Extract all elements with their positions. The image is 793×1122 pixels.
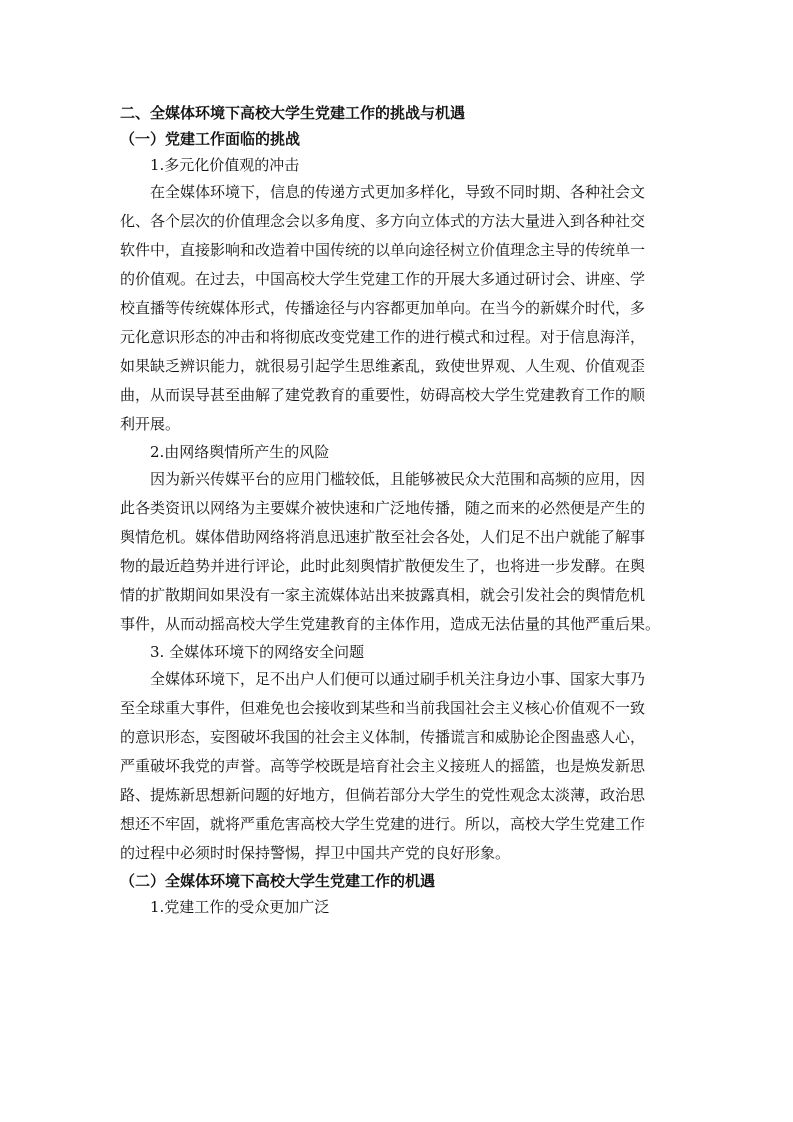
section-heading: 二、全媒体环境下高校大学生党建工作的挑战与机遇 — [120, 104, 466, 122]
item-heading-public-opinion: 2.由网络舆情所产生的风险 — [150, 443, 330, 461]
paragraph-line: 曲，从而误导甚至曲解了建党教育的重要性，妨碍高校大学生党建教育工作的顺 — [120, 386, 646, 404]
subsection-heading-opportunities: （二）全媒体环境下高校大学生党建工作的机遇 — [120, 872, 436, 890]
paragraph-line: 全媒体环境下，足不出户人们便可以通过刷手机关注身边小事、国家大事乃 — [150, 670, 646, 688]
paragraph-line: 至全球重大事件，但难免也会接收到某些和当前我国社会主义核心价值观不一致 — [120, 699, 646, 717]
paragraph-line: 如果缺乏辨识能力，就很易引起学生思维紊乱，致使世界观、人生观、价值观歪 — [120, 357, 646, 375]
paragraph-line: 的意识形态，妄图破坏我国的社会主义体制，传播谎言和威胁论企图蛊惑人心， — [120, 728, 646, 746]
item-heading-audience: 1.党建工作的受众更加广泛 — [150, 898, 330, 916]
paragraph-line: 在全媒体环境下，信息的传递方式更加多样化，导致不同时期、各种社会文 — [150, 183, 646, 201]
paragraph-line: 严重破坏我党的声誉。高等学校既是培育社会主义接班人的摇篮，也是焕发新思 — [120, 757, 646, 775]
item-heading-values: 1.多元化价值观的冲击 — [150, 156, 300, 174]
paragraph-line: 因为新兴传媒平台的应用门槛较低，且能够被民众大范围和高频的应用，因 — [150, 470, 646, 488]
paragraph-line: 路、提炼新思想新问题的好地方，但倘若部分大学生的党性观念太淡薄，政治思 — [120, 786, 646, 804]
paragraph-values — [120, 178, 673, 439]
paragraph-line: 的过程中必须时时保持警惕，捍卫中国共产党的良好形象。 — [120, 844, 511, 862]
paragraph-line: 情的扩散期间如果没有一家主流媒体站出来披露真相，就会引发社会的舆情危机 — [120, 586, 646, 604]
paragraph-network-security — [120, 665, 673, 868]
paragraph-line: 化、各个层次的价值理念会以多角度、多方向立体式的方法大量进入到各种社交 — [120, 212, 646, 230]
paragraph-line: 利开展。 — [120, 415, 181, 433]
paragraph-line: 物的最近趋势并进行评论，此时此刻舆情扩散便发生了，也将进一步发酵。在舆 — [120, 557, 646, 575]
paragraph-public-opinion — [120, 465, 673, 639]
paragraph-line: 的价值观。在过去，中国高校大学生党建工作的开展大多通过研讨会、讲座、学 — [120, 270, 646, 288]
paragraph-line: 此各类资讯以网络为主要媒介被快速和广泛地传播，随之而来的必然便是产生的 — [120, 499, 646, 517]
paragraph-line: 想还不牢固，就将严重危害高校大学生党建的进行。所以，高校大学生党建工作 — [120, 815, 646, 833]
paragraph-line: 事件，从而动摇高校大学生党建教育的主体作用，造成无法估量的其他严重后果。 — [120, 615, 661, 633]
subsection-heading-challenges: （一）党建工作面临的挑战 — [120, 130, 301, 148]
paragraph-line: 舆情危机。媒体借助网络将消息迅速扩散至社会各处，人们足不出户就能了解事 — [120, 528, 646, 546]
paragraph-line: 校直播等传统媒体形式，传播途径与内容都更加单向。在当今的新媒介时代，多 — [120, 299, 646, 317]
paragraph-line: 元化意识形态的冲击和将彻底改变党建工作的进行模式和过程。对于信息海洋， — [120, 328, 646, 346]
paragraph-line: 软件中，直接影响和改造着中国传统的以单向途径树立价值理念主导的传统单一 — [120, 241, 646, 259]
item-heading-network-security: 3. 全媒体环境下的网络安全问题 — [150, 643, 365, 661]
